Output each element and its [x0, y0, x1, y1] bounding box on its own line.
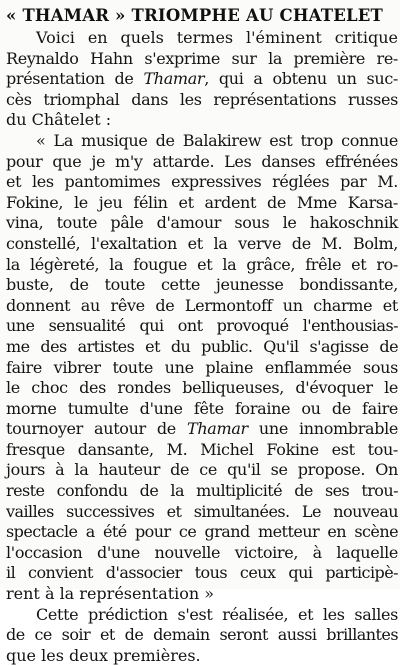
text-line: le choc des rondes belliqueuses, d'évoquer le — [6, 378, 398, 398]
text-line: me des artistes et du public. Qu'il s'agisse de — [6, 336, 398, 356]
text-line: spectacle a été pour ce grand metteur en scène — [6, 522, 398, 542]
text-line: Voici en quels termes l'éminent critique — [36, 28, 398, 47]
text-fragment: tournoyer autour de — [6, 419, 188, 439]
text-line: reste confondu de la multiplicité de ses trou- — [6, 481, 398, 501]
text-line: constellé, l'exaltation et la verve de M. Bolm, — [6, 233, 398, 253]
quote-paragraph — [0, 131, 400, 605]
text-line: pour que je m'y attarde. Les danses effrénées — [6, 151, 398, 171]
text-line: Reynaldo Hahn s'exprime sur la première re- — [6, 48, 398, 68]
text-line: rent à la représentation » — [6, 584, 215, 604]
text-line: vailles successives et simultanées. Le nouveau — [6, 501, 398, 521]
text-line: morne tumulte d'une fête foraine ou de faire — [6, 398, 398, 418]
text-line: Fokine, le jeu félin et ardent de Mme Karsa- — [6, 192, 398, 212]
text-line: vina, toute pâle d'amour sous le hakoschnik — [6, 213, 398, 233]
text-line: du Châtelet : — [6, 110, 112, 130]
text-line: de ce soir et de demain seront aussi brillantes — [6, 625, 398, 645]
text-line: et les pantomimes expressives réglées par M. — [6, 172, 398, 192]
text-line: buste, de toute cette jeunesse bondissante, — [6, 275, 398, 295]
text-fragment: , qui a obtenu un suc- — [204, 69, 398, 89]
text-line: « La musique de Balakirew est trop connue — [36, 130, 398, 150]
text-line: Cette prédiction s'est réalisée, et les salles — [36, 604, 398, 624]
text-line: la légèreté, la fougue et la grâce, frêle et ro- — [6, 254, 398, 274]
text-line: cès triomphal dans les représentations russes — [6, 89, 398, 109]
text-line — [6, 69, 398, 90]
ballet-title: Thamar — [187, 419, 248, 439]
text-line: une sensualité qui ont provoqué l'enthousias- — [6, 316, 398, 336]
text-line: donnent au rêve de Lermontoff un charme et — [6, 295, 398, 315]
closing-paragraph — [0, 605, 400, 666]
text-line: jours à la hauteur de ce qu'il se propose. On — [6, 460, 398, 480]
text-line — [6, 419, 398, 440]
intro-paragraph — [0, 28, 400, 131]
text-line: l'occasion d'une nouvelle victoire, à laquelle — [6, 542, 398, 562]
text-fragment: une innombrable — [247, 419, 398, 439]
text-line: faire vibrer toute une plaine enflammée sous — [6, 357, 398, 377]
headline: « THAMAR » TRIOMPHE AU CHATELET — [6, 6, 384, 25]
text-line: il convient d'associer tous ceux qui participè- — [6, 563, 398, 583]
text-line: fresque dansante, M. Michel Fokine est tou- — [6, 439, 398, 459]
text-fragment: présentation de — [6, 69, 144, 89]
text-line: que les deux premières. — [6, 645, 201, 665]
ballet-title: Thamar — [143, 69, 205, 89]
